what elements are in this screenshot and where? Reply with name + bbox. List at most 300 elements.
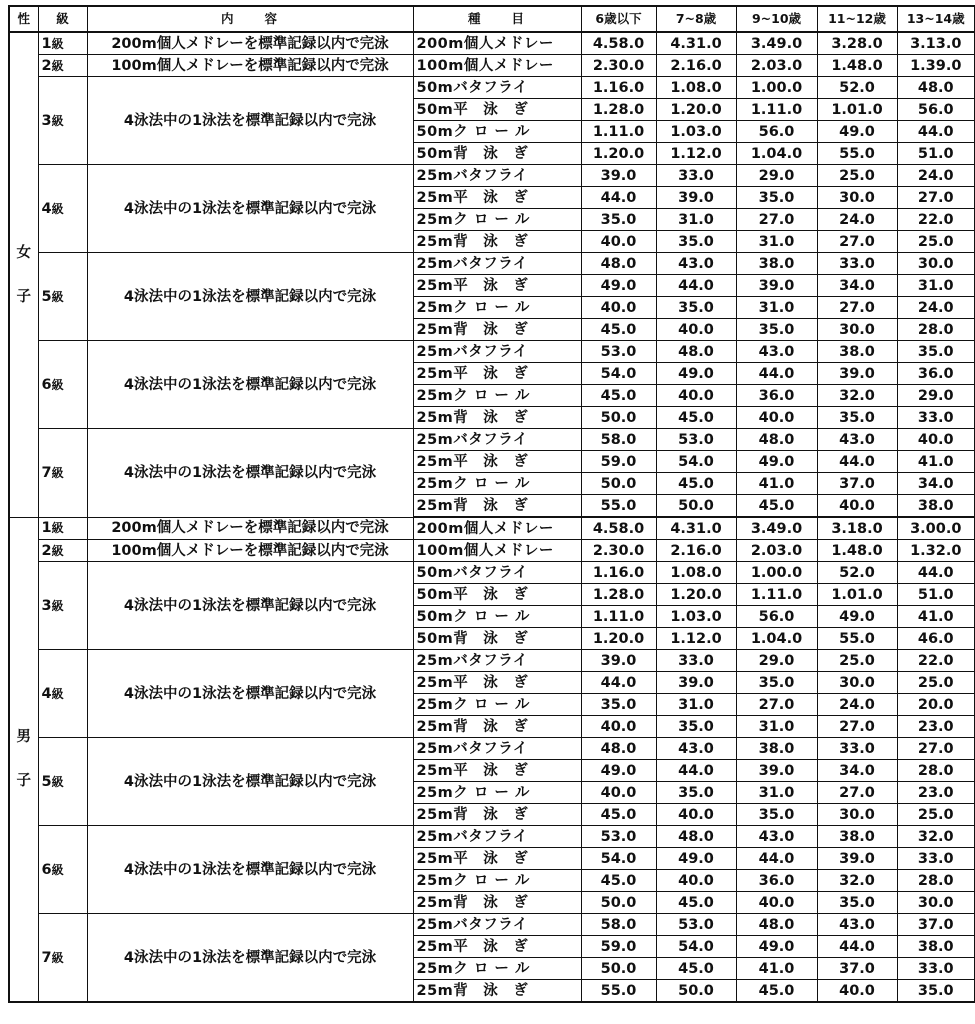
record-time: 1.03.0 (656, 121, 736, 143)
record-time: 1.12.0 (656, 628, 736, 650)
grade-cell (38, 77, 87, 165)
record-time: 1.20.0 (656, 99, 736, 121)
record-time: 27.0 (817, 782, 897, 804)
grade-cell (38, 738, 87, 826)
event-name: 50mク ロ ー ル (413, 606, 581, 628)
grade-suffix: 級 (51, 201, 64, 216)
record-time: 25.0 (817, 165, 897, 187)
record-time: 35.0 (897, 341, 975, 363)
record-time: 2.30.0 (581, 540, 656, 562)
table-row (9, 562, 975, 584)
record-time: 27.0 (817, 231, 897, 253)
event-name: 100m個人メドレー (413, 540, 581, 562)
record-time: 1.20.0 (581, 628, 656, 650)
sex-label-cell (9, 32, 38, 517)
event-name: 25mバタフライ (413, 341, 581, 363)
event-name: 25m平 泳 ぎ (413, 187, 581, 209)
standard-records-table-container (8, 5, 975, 1003)
record-time: 3.18.0 (817, 517, 897, 540)
record-time: 35.0 (656, 782, 736, 804)
record-time: 25.0 (817, 650, 897, 672)
table-row (9, 517, 975, 540)
record-time: 43.0 (656, 253, 736, 275)
record-time: 32.0 (817, 870, 897, 892)
record-time: 48.0 (897, 77, 975, 99)
grade-cell (38, 32, 87, 55)
grade-number: 5 (41, 773, 52, 790)
grade-number: 4 (41, 200, 52, 217)
record-time: 28.0 (897, 870, 975, 892)
record-time: 2.16.0 (656, 55, 736, 77)
record-time: 22.0 (897, 650, 975, 672)
record-time: 30.0 (817, 187, 897, 209)
record-time: 29.0 (736, 165, 817, 187)
record-time: 33.0 (817, 253, 897, 275)
event-name: 25m背 泳 ぎ (413, 231, 581, 253)
event-name: 25mク ロ ー ル (413, 209, 581, 231)
record-time: 24.0 (817, 694, 897, 716)
record-time: 31.0 (656, 209, 736, 231)
event-name: 50mバタフライ (413, 562, 581, 584)
event-name: 25mク ロ ー ル (413, 694, 581, 716)
record-time: 45.0 (581, 870, 656, 892)
event-name: 50mク ロ ー ル (413, 121, 581, 143)
record-time: 38.0 (897, 495, 975, 518)
event-name: 25m平 泳 ぎ (413, 760, 581, 782)
record-time: 40.0 (581, 297, 656, 319)
grade-suffix: 級 (51, 113, 64, 128)
record-time: 49.0 (817, 121, 897, 143)
record-time: 1.08.0 (656, 77, 736, 99)
sex-label: 男 子 (16, 729, 31, 790)
record-time: 45.0 (736, 495, 817, 518)
record-time: 1.48.0 (817, 540, 897, 562)
record-time: 31.0 (736, 297, 817, 319)
record-time: 48.0 (736, 429, 817, 451)
record-time: 33.0 (897, 848, 975, 870)
grade-cell (38, 540, 87, 562)
event-name: 25mバタフライ (413, 826, 581, 848)
table-row (9, 341, 975, 363)
event-name: 25mバタフライ (413, 253, 581, 275)
event-name: 25mク ロ ー ル (413, 385, 581, 407)
record-time: 35.0 (817, 892, 897, 914)
record-time: 30.0 (897, 253, 975, 275)
record-time: 27.0 (736, 694, 817, 716)
record-time: 54.0 (656, 936, 736, 958)
record-time: 35.0 (656, 297, 736, 319)
record-time: 37.0 (817, 473, 897, 495)
record-time: 49.0 (581, 275, 656, 297)
header-grade: 級 (38, 6, 87, 32)
table-row (9, 650, 975, 672)
record-time: 2.03.0 (736, 540, 817, 562)
grade-number: 7 (41, 949, 52, 966)
record-time: 3.00.0 (897, 517, 975, 540)
record-time: 32.0 (897, 826, 975, 848)
record-time: 51.0 (897, 584, 975, 606)
event-name: 50m背 泳 ぎ (413, 628, 581, 650)
record-time: 27.0 (817, 297, 897, 319)
event-name: 25mク ロ ー ル (413, 782, 581, 804)
record-time: 3.13.0 (897, 32, 975, 55)
record-time: 51.0 (897, 143, 975, 165)
record-time: 1.16.0 (581, 562, 656, 584)
record-time: 35.0 (736, 672, 817, 694)
record-time: 45.0 (656, 407, 736, 429)
event-name: 25m平 泳 ぎ (413, 936, 581, 958)
record-time: 33.0 (656, 165, 736, 187)
record-time: 55.0 (817, 628, 897, 650)
record-time: 1.00.0 (736, 562, 817, 584)
event-name: 200m個人メドレー (413, 517, 581, 540)
header-content: 内 容 (87, 6, 413, 32)
record-time: 30.0 (897, 892, 975, 914)
record-time: 39.0 (581, 650, 656, 672)
record-time: 49.0 (581, 760, 656, 782)
event-name: 200m個人メドレー (413, 32, 581, 55)
record-time: 44.0 (817, 936, 897, 958)
grade-number: 6 (41, 861, 52, 878)
sex-label: 女 子 (16, 244, 31, 305)
record-time: 39.0 (656, 672, 736, 694)
record-time: 30.0 (817, 672, 897, 694)
record-time: 54.0 (581, 848, 656, 870)
event-name: 25mク ロ ー ル (413, 473, 581, 495)
record-time: 55.0 (817, 143, 897, 165)
record-time: 20.0 (897, 694, 975, 716)
record-time: 55.0 (581, 495, 656, 518)
record-time: 37.0 (817, 958, 897, 980)
event-name: 25mバタフライ (413, 165, 581, 187)
record-time: 37.0 (897, 914, 975, 936)
grade-number: 3 (41, 597, 52, 614)
grade-cell (38, 826, 87, 914)
grade-suffix: 級 (51, 543, 64, 558)
record-time: 4.31.0 (656, 32, 736, 55)
record-time: 48.0 (656, 826, 736, 848)
record-time: 43.0 (817, 914, 897, 936)
record-time: 40.0 (656, 319, 736, 341)
record-time: 40.0 (736, 407, 817, 429)
record-time: 1.20.0 (581, 143, 656, 165)
record-time: 23.0 (897, 782, 975, 804)
record-time: 46.0 (897, 628, 975, 650)
record-time: 45.0 (736, 980, 817, 1003)
record-time: 54.0 (581, 363, 656, 385)
table-row (9, 540, 975, 562)
record-time: 31.0 (897, 275, 975, 297)
event-name: 25mク ロ ー ル (413, 870, 581, 892)
content-cell: 4泳法中の1泳法を標準記録以内で完泳 (87, 826, 413, 914)
content-cell: 4泳法中の1泳法を標準記録以内で完泳 (87, 429, 413, 518)
record-time: 53.0 (581, 826, 656, 848)
header-age-11-12: 11~12歳 (817, 6, 897, 32)
record-time: 49.0 (736, 451, 817, 473)
record-time: 52.0 (817, 77, 897, 99)
record-time: 39.0 (736, 275, 817, 297)
record-time: 49.0 (817, 606, 897, 628)
record-time: 48.0 (581, 738, 656, 760)
record-time: 35.0 (897, 980, 975, 1003)
record-time: 59.0 (581, 451, 656, 473)
record-time: 43.0 (817, 429, 897, 451)
record-time: 41.0 (736, 958, 817, 980)
record-time: 40.0 (581, 231, 656, 253)
record-time: 1.48.0 (817, 55, 897, 77)
record-time: 31.0 (656, 694, 736, 716)
event-name: 25m背 泳 ぎ (413, 407, 581, 429)
record-time: 33.0 (897, 958, 975, 980)
record-time: 2.16.0 (656, 540, 736, 562)
content-cell: 4泳法中の1泳法を標準記録以内で完泳 (87, 253, 413, 341)
record-time: 4.31.0 (656, 517, 736, 540)
record-time: 39.0 (817, 363, 897, 385)
grade-number: 1 (41, 35, 52, 52)
record-time: 40.0 (897, 429, 975, 451)
header-age-9-10: 9~10歳 (736, 6, 817, 32)
event-name: 25m背 泳 ぎ (413, 716, 581, 738)
event-name: 25m背 泳 ぎ (413, 804, 581, 826)
record-time: 38.0 (817, 826, 897, 848)
record-time: 39.0 (656, 187, 736, 209)
record-time: 40.0 (581, 782, 656, 804)
record-time: 48.0 (656, 341, 736, 363)
record-time: 31.0 (736, 782, 817, 804)
record-time: 45.0 (581, 804, 656, 826)
record-time: 52.0 (817, 562, 897, 584)
event-name: 50m平 泳 ぎ (413, 584, 581, 606)
record-time: 43.0 (656, 738, 736, 760)
record-time: 30.0 (817, 804, 897, 826)
record-time: 25.0 (897, 804, 975, 826)
record-time: 33.0 (656, 650, 736, 672)
content-cell: 4泳法中の1泳法を標準記録以内で完泳 (87, 341, 413, 429)
record-time: 48.0 (581, 253, 656, 275)
grade-cell (38, 165, 87, 253)
header-row (9, 6, 975, 32)
grade-number: 7 (41, 464, 52, 481)
table-row (9, 253, 975, 275)
grade-cell (38, 914, 87, 1003)
record-time: 35.0 (817, 407, 897, 429)
record-time: 35.0 (736, 319, 817, 341)
record-time: 31.0 (736, 231, 817, 253)
record-time: 44.0 (736, 363, 817, 385)
record-time: 27.0 (897, 187, 975, 209)
record-time: 56.0 (736, 606, 817, 628)
table-row (9, 429, 975, 451)
record-time: 35.0 (736, 187, 817, 209)
record-time: 33.0 (897, 407, 975, 429)
table-row (9, 165, 975, 187)
record-time: 53.0 (656, 429, 736, 451)
content-cell: 4泳法中の1泳法を標準記録以内で完泳 (87, 562, 413, 650)
record-time: 44.0 (817, 451, 897, 473)
grade-suffix: 級 (51, 598, 64, 613)
table-row (9, 738, 975, 760)
record-time: 34.0 (897, 473, 975, 495)
grade-cell (38, 562, 87, 650)
event-name: 25m平 泳 ぎ (413, 672, 581, 694)
grade-cell (38, 650, 87, 738)
record-time: 48.0 (736, 914, 817, 936)
record-time: 40.0 (817, 495, 897, 518)
record-time: 41.0 (897, 451, 975, 473)
record-time: 50.0 (581, 958, 656, 980)
record-time: 39.0 (736, 760, 817, 782)
record-time: 35.0 (581, 209, 656, 231)
record-time: 1.12.0 (656, 143, 736, 165)
record-time: 58.0 (581, 429, 656, 451)
event-name: 25mバタフライ (413, 650, 581, 672)
record-time: 36.0 (736, 870, 817, 892)
record-time: 1.04.0 (736, 143, 817, 165)
record-time: 44.0 (897, 562, 975, 584)
record-time: 1.01.0 (817, 99, 897, 121)
record-time: 45.0 (656, 892, 736, 914)
record-time: 1.16.0 (581, 77, 656, 99)
table-row (9, 32, 975, 55)
record-time: 27.0 (817, 716, 897, 738)
event-name: 25m背 泳 ぎ (413, 980, 581, 1003)
grade-number: 3 (41, 112, 52, 129)
record-time: 3.28.0 (817, 32, 897, 55)
record-time: 33.0 (817, 738, 897, 760)
record-time: 49.0 (656, 848, 736, 870)
table-body (9, 32, 975, 1002)
record-time: 49.0 (656, 363, 736, 385)
record-time: 1.28.0 (581, 99, 656, 121)
record-time: 25.0 (897, 231, 975, 253)
event-name: 50mバタフライ (413, 77, 581, 99)
record-time: 24.0 (897, 297, 975, 319)
record-time: 50.0 (656, 495, 736, 518)
record-time: 35.0 (656, 716, 736, 738)
grade-cell (38, 253, 87, 341)
event-name: 25m平 泳 ぎ (413, 848, 581, 870)
record-time: 44.0 (581, 187, 656, 209)
grade-number: 5 (41, 288, 52, 305)
content-cell: 4泳法中の1泳法を標準記録以内で完泳 (87, 914, 413, 1003)
content-cell: 4泳法中の1泳法を標準記録以内で完泳 (87, 650, 413, 738)
grade-number: 2 (41, 542, 52, 559)
record-time: 28.0 (897, 319, 975, 341)
grade-suffix: 級 (51, 774, 64, 789)
header-age-7-8: 7~8歳 (656, 6, 736, 32)
record-time: 55.0 (581, 980, 656, 1003)
record-time: 3.49.0 (736, 517, 817, 540)
record-time: 1.39.0 (897, 55, 975, 77)
record-time: 1.11.0 (736, 584, 817, 606)
record-time: 50.0 (581, 473, 656, 495)
event-name: 25m背 泳 ぎ (413, 495, 581, 518)
content-cell: 200m個人メドレーを標準記録以内で完泳 (87, 32, 413, 55)
record-time: 27.0 (736, 209, 817, 231)
record-time: 1.03.0 (656, 606, 736, 628)
record-time: 1.11.0 (581, 121, 656, 143)
grade-cell (38, 517, 87, 540)
record-time: 40.0 (736, 892, 817, 914)
header-age-6-under: 6歳以下 (581, 6, 656, 32)
record-time: 44.0 (736, 848, 817, 870)
table-row (9, 55, 975, 77)
record-time: 43.0 (736, 826, 817, 848)
grade-suffix: 級 (51, 377, 64, 392)
record-time: 35.0 (736, 804, 817, 826)
table-row (9, 77, 975, 99)
content-cell: 4泳法中の1泳法を標準記録以内で完泳 (87, 165, 413, 253)
record-time: 31.0 (736, 716, 817, 738)
record-time: 4.58.0 (581, 517, 656, 540)
event-name: 25m平 泳 ぎ (413, 275, 581, 297)
record-time: 40.0 (581, 716, 656, 738)
grade-cell (38, 341, 87, 429)
record-time: 43.0 (736, 341, 817, 363)
grade-suffix: 級 (51, 521, 64, 536)
record-time: 41.0 (897, 606, 975, 628)
record-time: 54.0 (656, 451, 736, 473)
record-time: 39.0 (581, 165, 656, 187)
record-time: 29.0 (736, 650, 817, 672)
table-row (9, 914, 975, 936)
record-time: 36.0 (736, 385, 817, 407)
record-time: 40.0 (656, 385, 736, 407)
grade-cell (38, 55, 87, 77)
record-time: 58.0 (581, 914, 656, 936)
record-time: 45.0 (656, 473, 736, 495)
content-cell: 100m個人メドレーを標準記録以内で完泳 (87, 55, 413, 77)
record-time: 1.08.0 (656, 562, 736, 584)
grade-suffix: 級 (51, 950, 64, 965)
record-time: 49.0 (736, 936, 817, 958)
event-name: 25mバタフライ (413, 429, 581, 451)
record-time: 28.0 (897, 760, 975, 782)
standard-records-table (8, 5, 975, 1003)
record-time: 41.0 (736, 473, 817, 495)
record-time: 24.0 (897, 165, 975, 187)
header-age-13-14: 13~14歳 (897, 6, 975, 32)
grade-suffix: 級 (51, 289, 64, 304)
record-time: 38.0 (897, 936, 975, 958)
grade-suffix: 級 (51, 465, 64, 480)
table-row (9, 826, 975, 848)
grade-suffix: 級 (51, 58, 64, 73)
content-cell: 4泳法中の1泳法を標準記録以内で完泳 (87, 77, 413, 165)
record-time: 44.0 (656, 760, 736, 782)
event-name: 25m背 泳 ぎ (413, 892, 581, 914)
event-name: 25m平 泳 ぎ (413, 363, 581, 385)
record-time: 3.49.0 (736, 32, 817, 55)
record-time: 39.0 (817, 848, 897, 870)
record-time: 35.0 (581, 694, 656, 716)
event-name: 25mク ロ ー ル (413, 297, 581, 319)
grade-number: 1 (41, 520, 52, 537)
record-time: 4.58.0 (581, 32, 656, 55)
sex-label-cell (9, 517, 38, 1002)
record-time: 44.0 (897, 121, 975, 143)
record-time: 36.0 (897, 363, 975, 385)
record-time: 38.0 (817, 341, 897, 363)
record-time: 1.20.0 (656, 584, 736, 606)
record-time: 22.0 (897, 209, 975, 231)
record-time: 1.01.0 (817, 584, 897, 606)
event-name: 25mク ロ ー ル (413, 958, 581, 980)
record-time: 56.0 (897, 99, 975, 121)
record-time: 44.0 (581, 672, 656, 694)
record-time: 2.30.0 (581, 55, 656, 77)
record-time: 25.0 (897, 672, 975, 694)
